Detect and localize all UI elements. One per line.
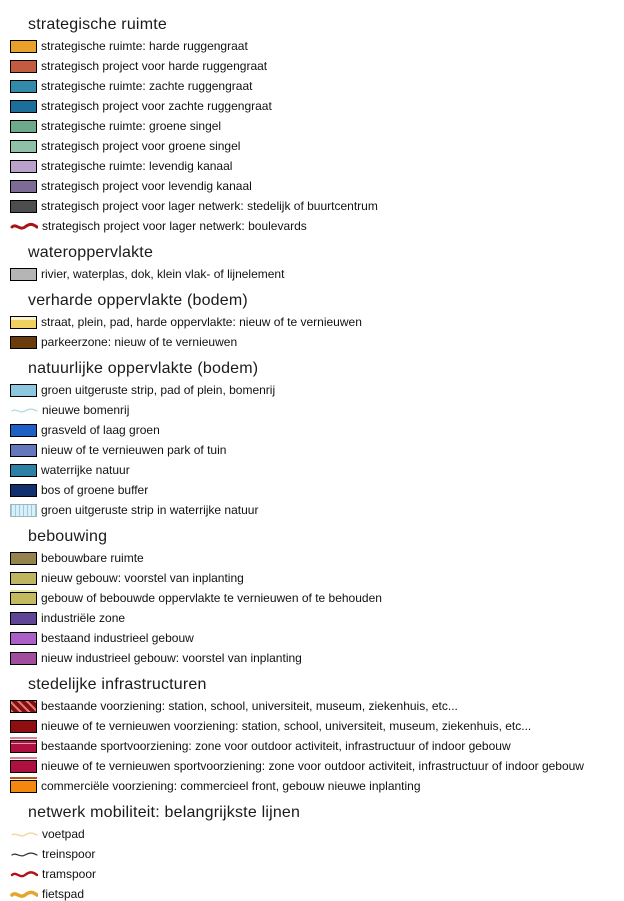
legend-item: [10, 780, 624, 793]
section-title-natuurlijke-oppervlakte: natuurlijke oppervlakte (bodem): [28, 360, 259, 377]
legend-item-label: bebouwbare ruimte: [41, 551, 144, 565]
color-swatch: [10, 612, 37, 625]
legend-item-label: strategische ruimte: groene singel: [41, 119, 222, 133]
legend-item-label: voetpad: [42, 827, 85, 841]
color-swatch: [10, 700, 37, 713]
legend-item-label: grasveld of laag groen: [41, 423, 160, 437]
legend-item-label: strategische ruimte: zachte ruggengraat: [41, 79, 253, 93]
color-swatch: [10, 180, 37, 193]
section-title-verharde-oppervlakte: verharde oppervlakte (bodem): [28, 292, 248, 309]
section-title-strategische-ruimte: strategische ruimte: [28, 16, 167, 33]
wavy-line-swatch: [10, 888, 38, 901]
legend-item-label: bestaande sportvoorziening: zone voor outdoor activiteit, infrastructuur of indoor gebouw: [41, 739, 511, 753]
legend-item-label: nieuw gebouw: voorstel van inplanting: [41, 571, 244, 585]
legend-item-label: commerciële voorziening: commercieel front, gebouw nieuwe inplanting: [41, 779, 421, 793]
legend-item-label: strategisch project voor zachte ruggengraat: [41, 99, 272, 113]
color-swatch: [10, 424, 37, 437]
legend-item-label: strategische ruimte: levendig kanaal: [41, 159, 233, 173]
legend-item-label: groen uitgeruste strip, pad of plein, bomenrij: [41, 383, 276, 397]
legend-item: [10, 868, 624, 881]
legend-item-label: rivier, waterplas, dok, klein vlak- of lijnelement: [41, 267, 285, 281]
legend-item-label: parkeerzone: nieuw of te vernieuwen: [41, 335, 238, 349]
legend-item: [10, 652, 624, 665]
legend-item: [10, 484, 624, 497]
wavy-line-swatch: [10, 220, 38, 233]
legend-item-label: strategisch project voor levendig kanaal: [41, 179, 252, 193]
color-swatch: [10, 316, 37, 329]
color-swatch: [10, 552, 37, 565]
legend-item: [10, 572, 624, 585]
color-swatch: [10, 780, 37, 793]
legend-item: [10, 760, 624, 773]
legend-item-label: bestaande voorziening: station, school, universiteit, museum, ziekenhuis, etc...: [41, 699, 458, 713]
legend-item: [10, 180, 624, 193]
legend-item: [10, 384, 624, 397]
wavy-line-swatch: [10, 868, 38, 881]
color-swatch: [10, 504, 37, 517]
legend-item-label: waterrijke natuur: [41, 463, 130, 477]
color-swatch: [10, 268, 37, 281]
legend-item: [10, 720, 624, 733]
legend-item-label: strategisch project voor lager netwerk: stedelijk of buurtcentrum: [41, 199, 378, 213]
legend-item: [10, 828, 624, 841]
legend-item-label: bestaand industrieel gebouw: [41, 631, 194, 645]
color-swatch: [10, 740, 37, 753]
section-title-bebouwing: bebouwing: [28, 528, 108, 545]
legend-item-label: treinspoor: [42, 847, 96, 861]
legend-item-label: nieuw industrieel gebouw: voorstel van inplanting: [41, 651, 302, 665]
legend-item: [10, 592, 624, 605]
color-swatch: [10, 592, 37, 605]
legend-item: [10, 40, 624, 53]
wavy-line-swatch: [10, 828, 38, 841]
legend-item: [10, 404, 624, 417]
legend-item: [10, 120, 624, 133]
legend-item: [10, 552, 624, 565]
legend-item: [10, 100, 624, 113]
wavy-line-swatch: [10, 848, 38, 861]
legend-item: [10, 316, 624, 329]
color-swatch: [10, 484, 37, 497]
color-swatch: [10, 652, 37, 665]
wavy-line-swatch: [10, 404, 38, 417]
legend-item: [10, 200, 624, 213]
legend-item-label: straat, plein, pad, harde oppervlakte: nieuw of te vernieuwen: [41, 315, 362, 329]
legend-item-label: groen uitgeruste strip in waterrijke natuur: [41, 503, 259, 517]
legend-item: [10, 140, 624, 153]
legend-item-label: nieuwe of te vernieuwen voorziening: station, school, universiteit, museum, ziekenhuis, etc...: [41, 719, 532, 733]
legend-item: [10, 464, 624, 477]
legend-item-label: strategisch project voor lager netwerk: boulevards: [42, 219, 307, 233]
section-title-wateroppervlakte: wateroppervlakte: [28, 244, 154, 261]
color-swatch: [10, 464, 37, 477]
color-swatch: [10, 336, 37, 349]
legend-item: [10, 444, 624, 457]
color-swatch: [10, 200, 37, 213]
legend-item-label: strategisch project voor harde ruggengraat: [41, 59, 268, 73]
legend-item: [10, 268, 624, 281]
color-swatch: [10, 80, 37, 93]
legend-item: [10, 80, 624, 93]
legend-item: [10, 888, 624, 901]
legend-item: [10, 504, 624, 517]
color-swatch: [10, 572, 37, 585]
color-swatch: [10, 140, 37, 153]
legend-item: [10, 740, 624, 753]
color-swatch: [10, 720, 37, 733]
color-swatch: [10, 100, 37, 113]
legend-item: [10, 848, 624, 861]
legend-item-label: industriële zone: [41, 611, 126, 625]
color-swatch: [10, 120, 37, 133]
legend-item-label: gebouw of bebouwde oppervlakte te vernieuwen of te behouden: [41, 591, 382, 605]
legend-item-label: bos of groene buffer: [41, 483, 149, 497]
legend-item: [10, 700, 624, 713]
legend-item-label: nieuwe bomenrij: [42, 403, 130, 417]
color-swatch: [10, 444, 37, 457]
legend-item-label: strategische ruimte: harde ruggengraat: [41, 39, 248, 53]
legend-item-label: nieuwe of te vernieuwen sportvoorziening: zone voor outdoor activiteit, infrastructuur of indoor gebouw: [41, 759, 584, 773]
color-swatch: [10, 760, 37, 773]
legend-item: [10, 336, 624, 349]
legend-item: [10, 60, 624, 73]
color-swatch: [10, 632, 37, 645]
legend-item-label: strategisch project voor groene singel: [41, 139, 241, 153]
color-swatch: [10, 60, 37, 73]
legend-item-label: fietspad: [42, 887, 85, 901]
legend-item: [10, 160, 624, 173]
section-title-netwerk-mobiliteit: netwerk mobiliteit: belangrijkste lijnen: [28, 804, 301, 821]
legend-item-label: nieuw of te vernieuwen park of tuin: [41, 443, 227, 457]
color-swatch: [10, 40, 37, 53]
legend-item: [10, 220, 624, 233]
section-title-stedelijke-infrastructuren: stedelijke infrastructuren: [28, 676, 207, 693]
color-swatch: [10, 384, 37, 397]
legend-item: [10, 632, 624, 645]
color-swatch: [10, 160, 37, 173]
legend-item-label: tramspoor: [42, 867, 97, 881]
legend-item: [10, 612, 624, 625]
legend-item: [10, 424, 624, 437]
